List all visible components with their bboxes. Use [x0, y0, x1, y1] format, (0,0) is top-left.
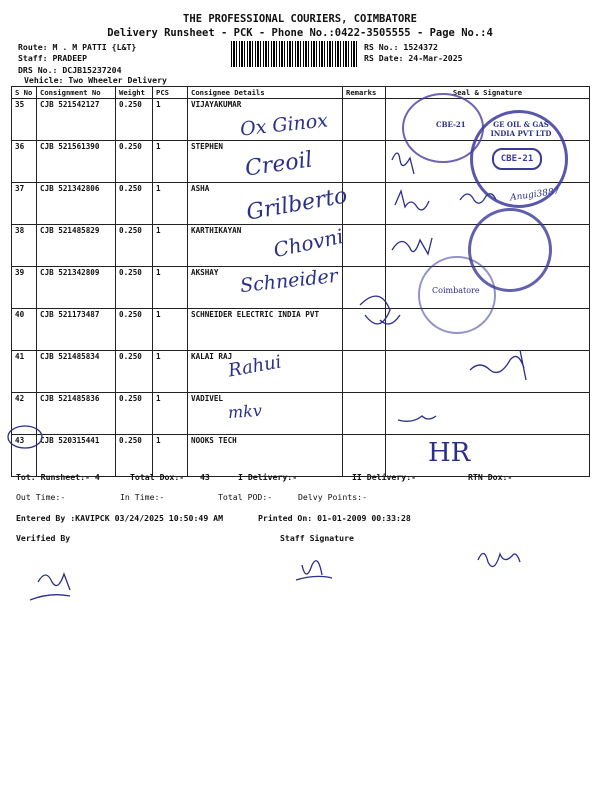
cell-consignee: NOOKS TECH	[188, 435, 343, 477]
stamp-1-text: CBE-21	[436, 120, 466, 129]
handwriting-row35: Ox Ginox	[239, 109, 329, 141]
cell-pcs: 1	[153, 309, 188, 351]
vehicle-label: Vehicle: Two Wheeler Delivery	[24, 75, 167, 85]
cell-consignee: ASHA	[188, 183, 343, 225]
cell-consignment: CJB 521542127	[37, 99, 116, 141]
signature-row40	[360, 296, 400, 324]
cell-weight: 0.250	[116, 267, 153, 309]
cell-sno: 39	[12, 267, 37, 309]
stamp-2-text: GE OIL & GAS INDIA PVT LTD	[490, 120, 552, 138]
cell-weight: 0.250	[116, 99, 153, 141]
stamp-4-text: Coimbatore	[432, 286, 480, 295]
cell-sno: 41	[12, 351, 37, 393]
cell-pcs: 1	[153, 435, 188, 477]
rs-number: RS No.: 1524372	[364, 42, 438, 52]
header-remarks: Remarks	[343, 87, 386, 99]
cell-pcs: 1	[153, 267, 188, 309]
cell-sno: 40	[12, 309, 37, 351]
verified-by: Verified By	[16, 533, 71, 543]
cell-pcs: 1	[153, 183, 188, 225]
cell-consignee: STEPHEN	[188, 141, 343, 183]
printed-on: Printed On: 01-01-2009 00:33:28	[258, 513, 411, 523]
cell-consignment: CJB 521173487	[37, 309, 116, 351]
handwriting-sig43: HR	[428, 438, 471, 468]
cell-consignee: KARTHIKAYAN	[188, 225, 343, 267]
cell-sno: 43	[12, 435, 37, 477]
cell-pcs: 1	[153, 225, 188, 267]
cell-consignment: CJB 521485834	[37, 351, 116, 393]
header-consignee: Consignee Details	[188, 87, 343, 99]
cell-sno: 42	[12, 393, 37, 435]
entered-by: Entered By :KAVIPCK 03/24/2025 10:50:49 AM	[16, 513, 224, 523]
ii-delivery: II Delivery:-	[352, 472, 417, 482]
staff-label: Staff: PRADEEP	[18, 53, 88, 63]
handwriting-row36: Creoil	[243, 147, 315, 182]
rs-date: RS Date: 24-Mar-2025	[364, 53, 463, 63]
stamp-circle-4	[418, 256, 496, 334]
out-time: Out Time:-	[16, 492, 66, 502]
cell-consignee: VIJAYAKUMAR	[188, 99, 343, 141]
delvy-points: Delvy Points:-	[298, 492, 368, 502]
cell-consignment: CJB 521561390	[37, 141, 116, 183]
cell-weight: 0.250	[116, 393, 153, 435]
cell-sno: 36	[12, 141, 37, 183]
circle-mark-43	[8, 426, 42, 448]
cell-consignment: CJB 520315441	[37, 435, 116, 477]
signature-verified-by	[30, 574, 70, 600]
handwriting-row42: mkv	[227, 400, 263, 423]
staff-signature: Staff Signature	[280, 533, 354, 543]
cell-consignee: SCHNEIDER ELECTRIC INDIA PVT	[188, 309, 343, 351]
handwriting-row38: Chovni	[271, 223, 346, 263]
cell-consignment: CJB 521485829	[37, 225, 116, 267]
cell-weight: 0.250	[116, 309, 153, 351]
signature-staff	[296, 561, 332, 580]
cell-consignment: CJB 521485836	[37, 393, 116, 435]
signature-right	[478, 553, 520, 566]
tot-runsheet: Tot. Runsheet:- 4	[16, 472, 100, 482]
handwriting-row39: Schneider	[239, 264, 339, 298]
i-delivery: I Delivery:-	[238, 472, 298, 482]
handwriting-row41: Rahui	[226, 351, 284, 382]
company-title: THE PROFESSIONAL COURIERS, COIMBATORE	[183, 13, 417, 25]
cell-sno: 35	[12, 99, 37, 141]
signature-row36	[392, 153, 414, 174]
route-label: Route: M . M PATTI {L&T}	[18, 42, 137, 52]
cell-consignment: CJB 521342809	[37, 267, 116, 309]
header-sno: S No	[12, 87, 37, 99]
header-seal-signature: Seal & Signature	[386, 87, 590, 99]
drs-number: DRS No.: DCJB15237204	[18, 65, 122, 75]
runsheet-title: Delivery Runsheet - PCK - Phone No.:0422-3505555 - Page No.:4	[107, 27, 493, 39]
cell-consignment: CJB 521342806	[37, 183, 116, 225]
stamp-2-inner: CBE-21	[492, 148, 542, 170]
header-weight: Weight	[116, 87, 153, 99]
cell-weight: 0.250	[116, 183, 153, 225]
total-dox-label: Total Dox:-	[130, 472, 185, 482]
cell-sno: 38	[12, 225, 37, 267]
rtn-dox: RTN Dox:-	[468, 472, 513, 482]
cell-pcs: 1	[153, 99, 188, 141]
cell-weight: 0.250	[116, 141, 153, 183]
handwriting-row37-extra: Anugi3887	[509, 186, 561, 204]
signature-row42	[398, 416, 436, 421]
cell-weight: 0.250	[116, 351, 153, 393]
in-time: In Time:-	[120, 492, 165, 502]
header-pcs: PCS	[153, 87, 188, 99]
cell-pcs: 1	[153, 351, 188, 393]
cell-consignee: VADIVEL	[188, 393, 343, 435]
signature-row38	[392, 238, 432, 254]
cell-sno: 37	[12, 183, 37, 225]
cell-weight: 0.250	[116, 225, 153, 267]
total-dox-value: 43	[200, 472, 210, 482]
cell-weight: 0.250	[116, 435, 153, 477]
signature-row37	[395, 191, 496, 210]
cell-consignee: KALAI RAJ	[188, 351, 343, 393]
total-pod: Total POD:-	[218, 492, 273, 502]
cell-pcs: 1	[153, 393, 188, 435]
cell-pcs: 1	[153, 141, 188, 183]
header-consignment: Consignment No	[37, 87, 116, 99]
handwriting-row37: Grilberto	[244, 183, 350, 226]
cell-consignee: AKSHAY	[188, 267, 343, 309]
signature-row41	[470, 350, 526, 380]
